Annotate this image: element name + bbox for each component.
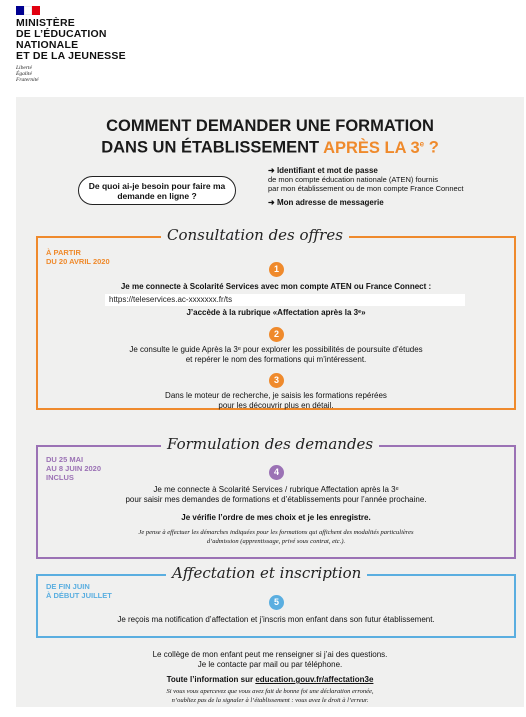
step-number-5: 5 [269,595,284,610]
step-3-line-1: Dans le moteur de recherche, je saisis les formations repérées [165,391,387,400]
teleservices-url[interactable]: https://teleservices.ac-xxxxxxx.fr/ts [105,294,465,306]
ministry-line: MINISTÈRE [16,17,75,29]
footer-info [16,675,524,685]
step-number-4: 4 [269,465,284,480]
info-panel [16,97,524,707]
step-number-1: 1 [269,262,284,277]
section-formulation [36,435,516,559]
date-line: INCLUS [46,473,74,482]
title-line-2-start: DANS UN ÉTABLISSEMENT [101,138,320,157]
ministry-line: ET DE LA JEUNESSE [16,50,126,62]
date-line: À PARTIR [46,248,81,257]
step-4-line-2: pour saisir mes demandes de formations et d’établissements pour l’année prochaine. [125,495,427,504]
step-2-line-1: Je consulte le guide Après la 3ᵉ pour explorer les possibilités de poursuite d’études [129,345,423,354]
footer-info-prefix: Toute l’information sur [166,675,256,684]
section-date [46,455,101,482]
step-1-text-2: J’accède à la rubrique «Affectation après la 3ᵉ» [186,308,366,317]
section-date [46,582,112,600]
footer-note-1: Si vous vous apercevez que vous avez fait de bonne foi une déclaration erronée, [166,688,374,695]
step-3-line-2: pour les découvrir plus en détail. [218,401,334,410]
footer-note-2: n’oubliez pas de la signaler à l’établissement : vous avez le droit à l’erreur. [171,697,369,704]
flag-blue-stripe [16,6,24,15]
section-date [46,248,110,266]
section-affectation [36,564,516,638]
requirement-item-2 [268,198,464,207]
step-2-line-2: et repérer le nom des formations qui m’intéressent. [185,355,367,364]
requirement-title: Identifiant et mot de passe [276,166,378,175]
date-line: À DÉBUT JUILLET [46,591,112,600]
section-consultation [36,226,516,410]
title-accent-text: APRÈS LA 3 [323,138,420,157]
requirements-list [268,166,464,207]
affectation-link[interactable]: education.gouv.fr/affectation3e [255,675,374,684]
flag-white-stripe [24,6,32,15]
footer-line-2: Je le contacte par mail ou par téléphone. [197,660,343,669]
requirement-title: Mon adresse de messagerie [276,198,384,207]
flag-red-stripe [32,6,40,15]
french-flag-icon [16,6,40,15]
date-line: DE FIN JUIN [46,582,90,591]
ministry-line: NATIONALE [16,39,79,51]
section-title: Consultation des offres [161,226,349,244]
ministry-name [16,18,146,62]
step-1-text: Je me connecte à Scolarité Services avec mon compte ATEN ou France Connect : [120,282,432,291]
step-4-line-3: Je vérifie l’ordre de mes choix et je les enregistre. [181,513,371,522]
date-line: AU 8 JUIN 2020 [46,464,102,473]
step-number-2: 2 [269,327,284,342]
section-title: Formulation des demandes [161,435,379,453]
title-accent-sup: e [419,139,425,148]
requirement-item-1 [268,166,464,175]
title-line-1: COMMENT DEMANDER UNE FORMATION [106,117,434,135]
step-4-line-1: Je me connecte à Scolarité Services / rubrique Affectation après la 3ᵉ [153,485,399,494]
step-number-3: 3 [269,373,284,388]
requirements-question: De quoi ai-je besoin pour faire ma demande en ligne ? [78,176,236,205]
step-4-note-line-2: d’admission (apprentissage, privé sous contrat, etc.). [206,538,346,545]
ministry-logo [16,6,146,83]
requirement-detail: de mon compte éducation nationale (ATEN) fournis [268,175,438,184]
motto-line: Fraternité [16,77,39,83]
date-line: DU 20 AVRIL 2020 [46,257,110,266]
arrow-icon: ➜ [268,166,275,175]
motto-line: Liberté [16,65,32,71]
title-line-2 [16,135,524,157]
step-4-note-line-1: Je pense à effectuer les démarches indiquées pour les formations qui affichent des modalités particulières [138,529,414,536]
requirement-detail: par mon établissement ou de mon compte France Connect [268,184,464,193]
ministry-line: DE L’ÉDUCATION [16,28,107,40]
motto-line: Égalité [16,71,32,77]
republic-motto [16,65,146,83]
step-5-text: Je reçois ma notification d’affectation et j’inscris mon enfant dans son futur établissement. [117,615,435,624]
title-question-mark: ? [424,138,439,157]
arrow-icon: ➜ [268,198,275,207]
date-line: DU 25 MAI [46,455,84,464]
page-title [16,117,524,157]
title-accent [323,139,424,157]
section-title: Affectation et inscription [166,564,367,582]
footer-line-1: Le collège de mon enfant peut me renseigner si j’ai des questions. [152,650,388,659]
